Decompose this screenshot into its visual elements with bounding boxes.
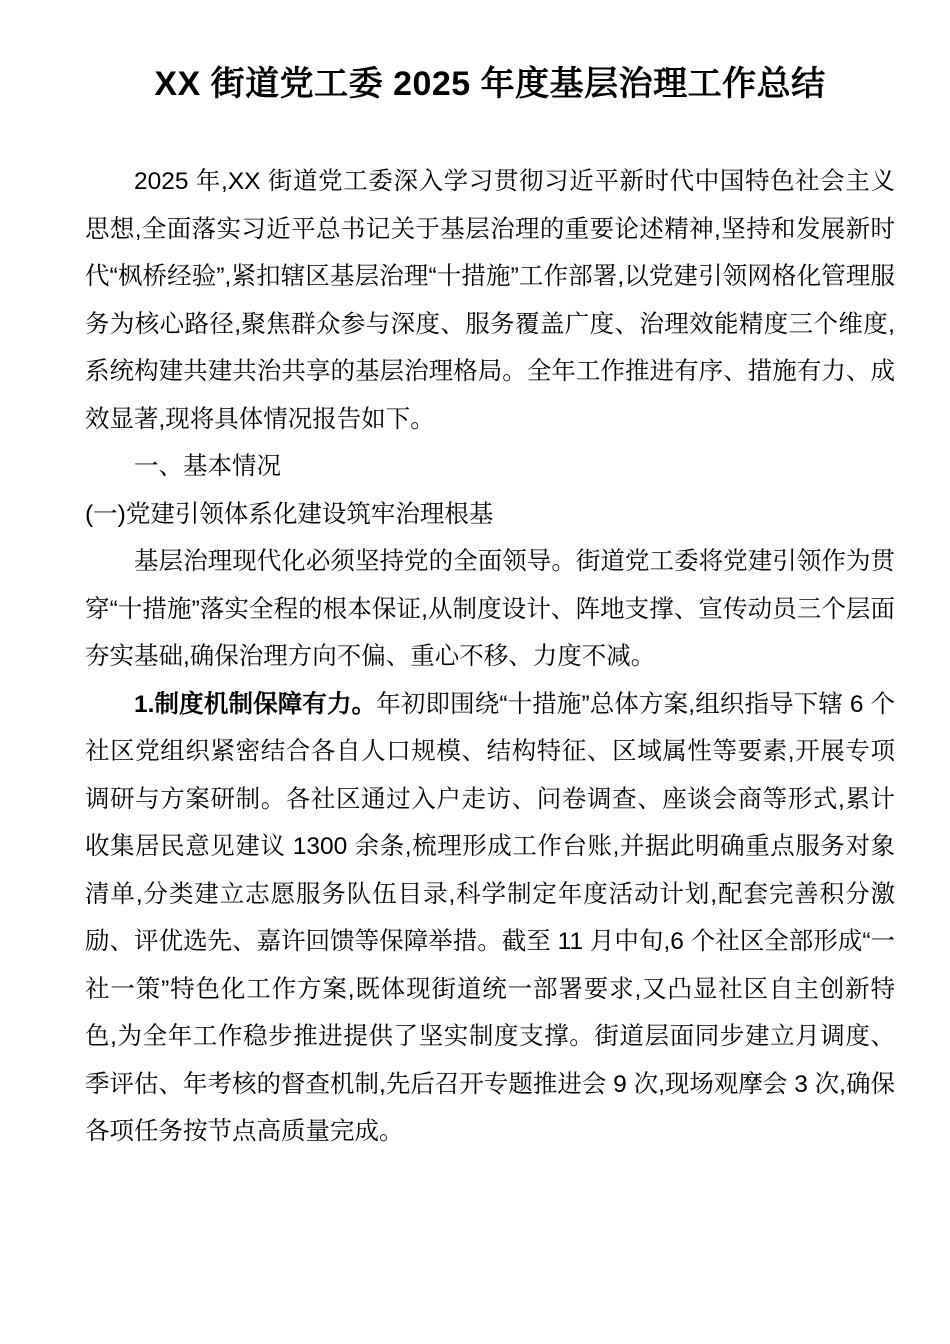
document-body [85, 0, 895, 1306]
page-title: XX 街道党工委 2025 年度基层治理工作总结 [154, 65, 826, 103]
text-run-4-1: 年初即围绕“十措施”总体方案,组织指导下辖 6 个社区党组织紧密结合各自人口规模、结构特征、区域属性等要素,开展专项调研与方案研制。各社区通过入户走访、问卷调查、座谈会商等形式,累计收集居民意见建议 1300 余条,梳理形成工作台账,并据此明确重点服务对象清单,分类建立志愿服务队伍目录,科学制定年度活动计划,配套完善积分激励、评优选先、嘉许回馈等保障举措。截至 11 月中旬,6 个社区全部形成“一社一策”特色化工作方案,既体现街道统一部署要求,又凸显社区自主创新特色,为全年工作稳步推进提供了坚实制度支撑。街道层面同步建立月调度、季评估、年考核的督查机制,先后召开专题推进会 9 次,现场观摩会 3 次,确保各项任务按节点高质量完成。 [85, 690, 895, 1145]
section-heading-1 [85, 443, 895, 491]
bold-run-4-0: 1.制度机制保障有力。 [134, 690, 377, 718]
subsection-body-1-1 [85, 538, 895, 681]
page-bottom-whitespace [85, 1156, 895, 1306]
subsection-heading-1-1 [85, 491, 895, 539]
text-run-3-0: 基层治理现代化必须坚持党的全面领导。街道党工委将党建引领作为贯穿“十措施”落实全程的根本保证,从制度设计、阵地支撑、宣传动员三个层面夯实基础,确保治理方向不偏、重心不移、力度不减。 [85, 548, 895, 670]
text-run-2-0: (一)党建引领体系化建设筑牢治理根基 [85, 500, 494, 528]
opening-paragraph [85, 158, 895, 443]
text-run-0-0: 2025 年,XX 街道党工委深入学习贯彻习近平新时代中国特色社会主义思想,全面落实习近平总书记关于基层治理的重要论述精神,坚持和发展新时代“枫桥经验”,紧扣辖区基层治理“十措施”工作部署,以党建引领网格化管理服务为核心路径,聚焦群众参与深度、服务覆盖广度、治理效能精度三个维度,系统构建共建共治共享的基层治理格局。全年工作推进有序、措施有力、成效显著,现将具体情况报告如下。 [85, 168, 895, 433]
text-run-1-0: 一、基本情况 [134, 453, 281, 480]
paragraph-container [85, 158, 895, 1156]
item-1-system-guarantee [85, 681, 895, 1156]
title-spacer [85, 106, 895, 158]
